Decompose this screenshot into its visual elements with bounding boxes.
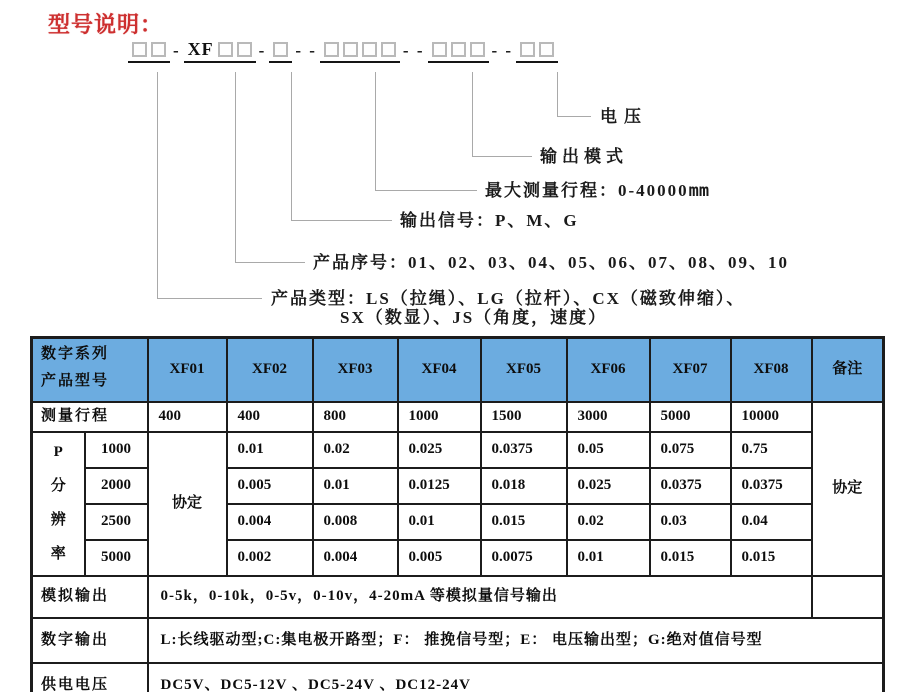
code-box: [343, 42, 358, 57]
label-max-range-unit: mm: [688, 181, 710, 201]
range-cell: 5000: [650, 402, 731, 432]
resolution-cell: 0.002: [227, 540, 313, 576]
header-xf07: XF07: [650, 338, 731, 403]
code-separator: -: [258, 41, 267, 60]
table-header-row: [32, 338, 884, 403]
resolution-label: [32, 432, 85, 576]
analog-output-remark-empty: [812, 576, 884, 618]
range-cell: 400: [148, 402, 227, 432]
page-title: 型号说明：: [48, 13, 164, 38]
digital-output-row: [32, 618, 884, 663]
range-cell: 800: [313, 402, 398, 432]
label-max-range-text: 最大测量行程：0-40000: [485, 181, 689, 200]
range-row: [32, 402, 884, 432]
leader-line-output-signal: [291, 220, 392, 221]
range-cell: 1500: [481, 402, 567, 432]
code-box: [218, 42, 233, 57]
header-xf04: XF04: [398, 338, 481, 403]
resolution-cell: 0.015: [731, 540, 812, 576]
resolution-cell: 0.01: [398, 504, 481, 540]
label-voltage: 电压: [600, 107, 648, 126]
resolution-cell: 0.005: [398, 540, 481, 576]
resolution-cell: 0.0125: [398, 468, 481, 504]
header-series-model: [32, 338, 148, 403]
code-box: [132, 42, 147, 57]
leader-line-serial: [235, 72, 236, 262]
resolution-cell: 0.02: [313, 432, 398, 468]
leader-line-voltage: [557, 72, 558, 116]
resolution-cell: 0.01: [227, 432, 313, 468]
resolution-cell: 0.075: [650, 432, 731, 468]
resolution-cell: 0.015: [481, 504, 567, 540]
header-remark: 备注: [812, 338, 884, 403]
label-product-type-line1: 产品类型：LS（拉绳）、LG（拉杆）、CX（磁致伸缩）、: [271, 289, 746, 308]
header-xf01: XF01: [148, 338, 227, 403]
header-series: 数字系列: [41, 346, 110, 362]
resolution-row: [32, 432, 884, 468]
code-box: [273, 42, 288, 57]
digital-output-label: 数字输出: [32, 618, 148, 663]
resolution-label-char: 辨: [50, 512, 66, 529]
header-xf03: XF03: [313, 338, 398, 403]
range-cell: 400: [227, 402, 313, 432]
code-segment-mode: [428, 40, 489, 63]
code-separator: - -: [491, 41, 514, 60]
code-segment-range: [320, 40, 400, 63]
code-segment-signal: [269, 40, 292, 63]
code-box: [237, 42, 252, 57]
code-box: [451, 42, 466, 57]
resolution-cell: 0.02: [567, 504, 650, 540]
resolution-cell: 0.025: [398, 432, 481, 468]
header-xf08: XF08: [731, 338, 812, 403]
label-output-signal: 输出信号：P、M、G: [400, 211, 579, 230]
code-separator: - -: [402, 41, 425, 60]
resolution-cell: 0.0375: [481, 432, 567, 468]
header-model: 产品型号: [41, 373, 110, 390]
code-box: [151, 42, 166, 57]
label-output-mode: 输出模式: [540, 147, 628, 166]
resolution-cell: 0.03: [650, 504, 731, 540]
code-box: [520, 42, 535, 57]
leader-line-product-type: [157, 298, 262, 299]
range-cell: 10000: [731, 402, 812, 432]
resolution-cell: 0.04: [731, 504, 812, 540]
resolution-range: 5000: [85, 540, 148, 576]
resolution-cell: 0.015: [650, 540, 731, 576]
analog-output-label: 模拟输出: [32, 576, 148, 618]
code-box: [381, 42, 396, 57]
leader-line-product-type: [157, 72, 158, 298]
code-box: [432, 42, 447, 57]
analog-output-value: 0-5k，0-10k，0-5v，0-10v，4-20mA 等模拟量信号输出: [148, 576, 812, 618]
resolution-cell: 0.0375: [731, 468, 812, 504]
label-serial: 产品序号：01、02、03、04、05、06、07、08、09、10: [313, 253, 789, 272]
resolution-label-char: 分: [50, 478, 66, 495]
resolution-cell: 0.008: [313, 504, 398, 540]
resolution-range: 2000: [85, 468, 148, 504]
resolution-cell: 0.01: [313, 468, 398, 504]
label-max-range: [485, 181, 709, 201]
resolution-cell: 0.004: [227, 504, 313, 540]
resolution-cell: 0.01: [567, 540, 650, 576]
range-cell: 3000: [567, 402, 650, 432]
resolution-cell: 0.018: [481, 468, 567, 504]
resolution-cell: 0.0075: [481, 540, 567, 576]
leader-line-max-range: [375, 72, 376, 190]
analog-output-row: [32, 576, 884, 618]
resolution-cell: 0.004: [313, 540, 398, 576]
code-box: [470, 42, 485, 57]
code-segment-serial: [184, 40, 256, 63]
header-xf06: XF06: [567, 338, 650, 403]
leader-line-output-mode: [472, 72, 473, 156]
resolution-cell: 0.005: [227, 468, 313, 504]
code-prefix-xf: XF: [187, 39, 214, 59]
code-segment-type: [128, 40, 170, 63]
code-box: [539, 42, 554, 57]
code-segment-voltage: [516, 40, 558, 63]
remark-agreement-cell: 协定: [812, 402, 884, 576]
leader-line-max-range: [375, 190, 477, 191]
resolution-range: 1000: [85, 432, 148, 468]
header-xf02: XF02: [227, 338, 313, 403]
leader-line-output-signal: [291, 72, 292, 220]
supply-voltage-label: 供电电压: [32, 663, 148, 692]
resolution-cell: 0.05: [567, 432, 650, 468]
xf01-agreement-cell: 协定: [148, 432, 227, 576]
header-xf05: XF05: [481, 338, 567, 403]
code-separator: - -: [295, 41, 317, 60]
supply-voltage-row: [32, 663, 884, 692]
resolution-cell: 0.025: [567, 468, 650, 504]
range-cell: 1000: [398, 402, 481, 432]
leader-line-serial: [235, 262, 305, 263]
resolution-label-char: P: [53, 444, 63, 461]
leader-line-output-mode: [472, 156, 532, 157]
resolution-range: 2500: [85, 504, 148, 540]
resolution-cell: 0.75: [731, 432, 812, 468]
model-code-line: [128, 40, 558, 63]
range-row-label: 测量行程: [32, 402, 148, 432]
supply-voltage-value: DC5V、DC5-12V 、DC5-24V 、DC12-24V: [148, 663, 884, 692]
spec-table: [30, 336, 885, 692]
resolution-cell: 0.0375: [650, 468, 731, 504]
label-product-type-line2: SX（数显）、JS（角度，速度）: [340, 308, 608, 327]
resolution-label-char: 率: [50, 546, 66, 563]
code-box: [324, 42, 339, 57]
digital-output-value: L:长线驱动型;C:集电极开路型；F： 推挽信号型；E： 电压输出型；G:绝对值信号型: [148, 618, 884, 663]
code-separator: -: [173, 41, 181, 60]
leader-line-voltage: [557, 116, 591, 117]
code-box: [362, 42, 377, 57]
